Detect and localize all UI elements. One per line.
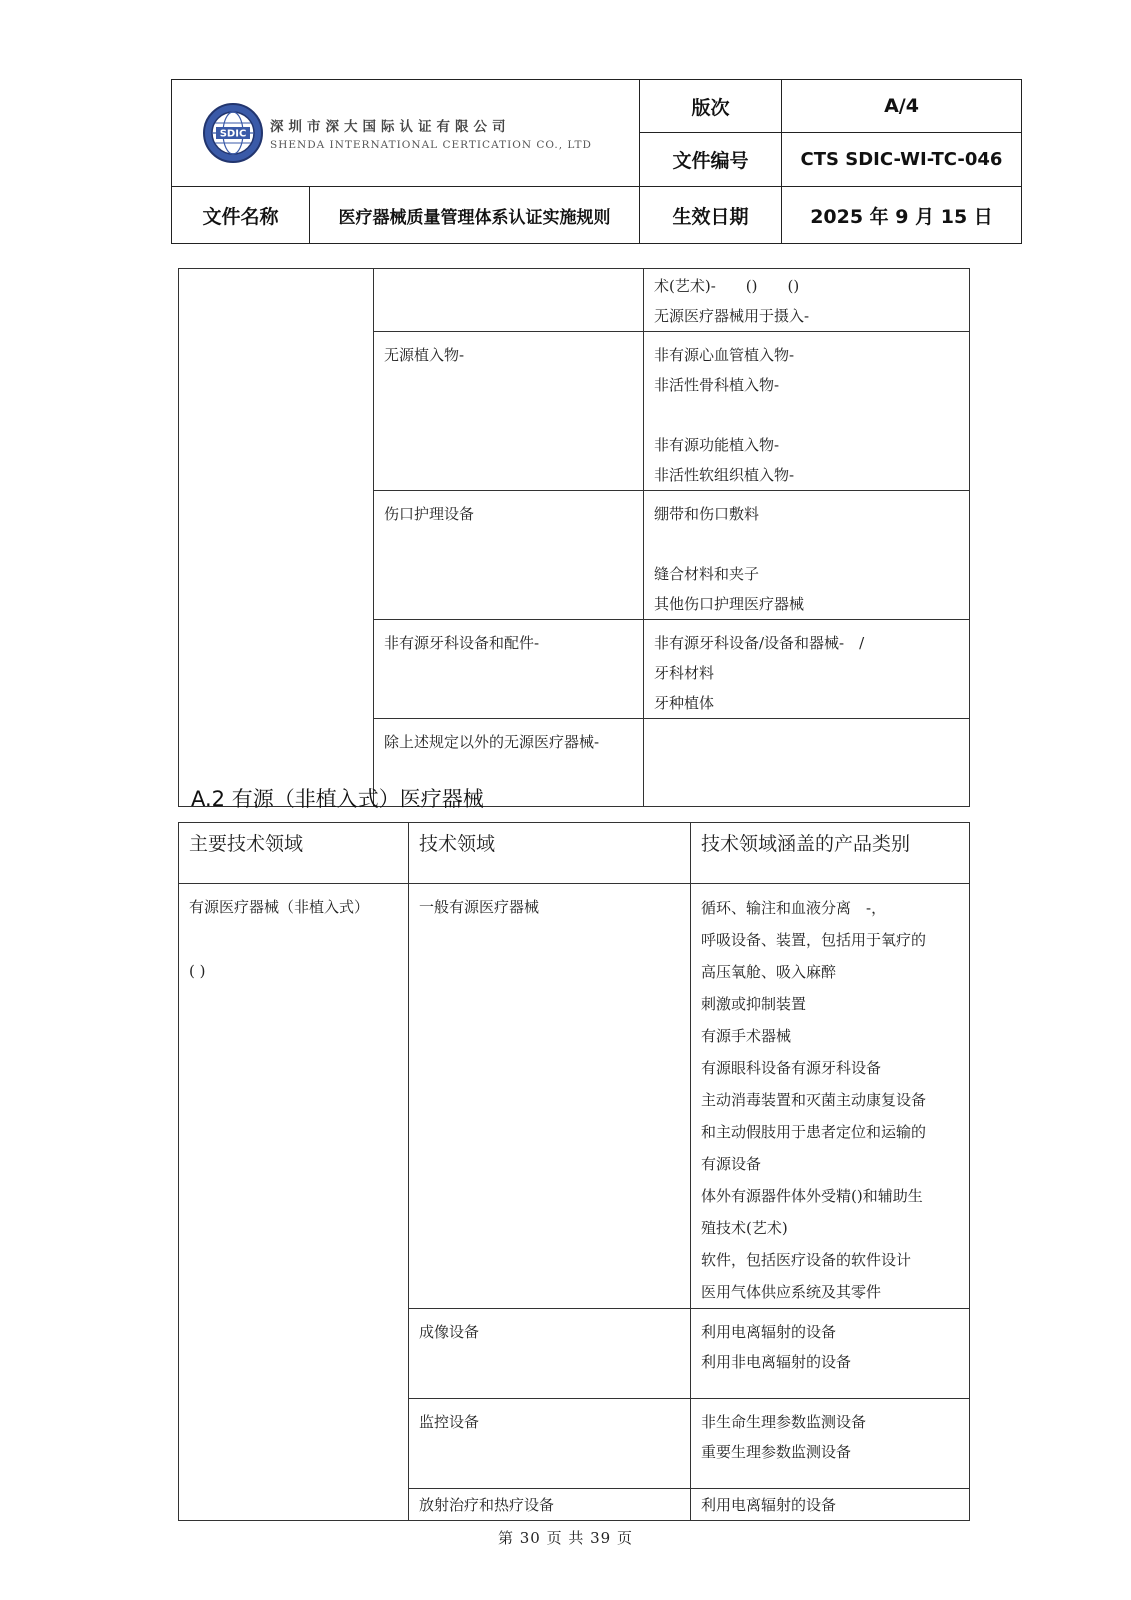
product-item: 有源手术器械	[701, 1027, 792, 1045]
field-cell: 放射治疗和热疗设备	[409, 1489, 691, 1521]
field-cell: 伤口护理设备	[374, 491, 644, 620]
product-item: 牙种植体	[654, 694, 715, 712]
passive-devices-table	[178, 268, 970, 807]
doc-number-label: 文件编号	[640, 133, 782, 187]
main-area-note: ( )	[189, 962, 206, 980]
field-cell	[374, 269, 644, 332]
product-item: 重要生理参数监测设备	[701, 1443, 852, 1461]
product-item: 高压氧舱、吸入麻醉	[701, 963, 837, 981]
product-item: 非有源牙科设备/设备和器械- /	[654, 634, 865, 652]
product-item: 体外有源器件体外受精()和辅助生	[701, 1187, 923, 1205]
product-item: 无源医疗器械用于摄入-	[654, 307, 810, 325]
company-name-en: SHENDA INTERNATIONAL CERTICATION CO., LTD	[270, 139, 592, 151]
column-header: 技术领域涵盖的产品类别	[691, 823, 970, 884]
product-item: 循环、输注和血液分离 -，	[701, 899, 887, 917]
column-header: 技术领域	[409, 823, 691, 884]
section-heading-a2: A.2 有源（非植入式）医疗器械	[191, 787, 484, 811]
product-item: 牙科材料	[654, 664, 715, 682]
svg-text:SDIC: SDIC	[219, 128, 247, 140]
product-item: 绷带和伤口敷料	[654, 505, 760, 523]
products-cell	[691, 1399, 970, 1489]
product-item: 医用气体供应系统及其零件	[701, 1283, 882, 1301]
company-name-cn: 深圳市深大国际认证有限公司	[270, 119, 511, 135]
main-area-label: 有源医疗器械（非植入式）	[189, 898, 370, 916]
product-item: 利用非电离辐射的设备	[701, 1353, 852, 1371]
products-cell	[644, 620, 970, 719]
main-area-cell	[179, 884, 409, 1521]
product-item: 有源设备	[701, 1155, 762, 1173]
product-item: 术(艺术)- () ()	[654, 277, 800, 295]
product-item: 利用电离辐射的设备	[701, 1496, 837, 1514]
products-cell	[644, 491, 970, 620]
product-item: 非活性软组织植入物-	[654, 466, 795, 484]
doc-name-value: 医疗器械质量管理体系认证实施规则	[310, 187, 640, 244]
field-cell: 无源植入物-	[374, 332, 644, 491]
field-cell: 监控设备	[409, 1399, 691, 1489]
main-area-cell	[179, 269, 374, 807]
product-item: 非有源功能植入物-	[654, 436, 780, 454]
product-item: 呼吸设备、装置，包括用于氧疗的	[701, 931, 927, 949]
version-value: A/4	[782, 80, 1022, 133]
product-item: 利用电离辐射的设备	[701, 1323, 837, 1341]
effective-date-label: 生效日期	[640, 187, 782, 244]
company-logo-cell	[172, 80, 640, 187]
product-item: 有源眼科设备有源牙科设备	[701, 1059, 882, 1077]
doc-name-label: 文件名称	[172, 187, 310, 244]
products-cell	[691, 1309, 970, 1399]
product-item: 缝合材料和夹子	[654, 565, 760, 583]
document-header	[171, 79, 1022, 244]
field-cell: 一般有源医疗器械	[409, 884, 691, 1309]
product-item: 主动消毒装置和灭菌主动康复设备	[701, 1091, 927, 1109]
field-cell: 成像设备	[409, 1309, 691, 1399]
products-cell	[644, 269, 970, 332]
page-number: 第 30 页 共 39 页	[497, 1529, 633, 1547]
column-header: 主要技术领域	[179, 823, 409, 884]
effective-date-value: 2025 年 9 月 15 日	[782, 187, 1022, 244]
products-cell	[644, 332, 970, 491]
product-item: 非活性骨科植入物-	[654, 376, 780, 394]
product-item: 其他伤口护理医疗器械	[654, 595, 805, 613]
version-label: 版次	[640, 80, 782, 133]
active-devices-table	[178, 822, 970, 1521]
product-item: 和主动假肢用于患者定位和运输的	[701, 1123, 927, 1141]
products-cell	[691, 884, 970, 1309]
company-logo-icon	[202, 102, 264, 164]
products-cell	[691, 1489, 970, 1521]
product-item: 软件，包括医疗设备的软件设计	[701, 1251, 912, 1269]
doc-number-value: CTS SDIC-WI-TC-046	[782, 133, 1022, 187]
product-item: 殖技术(艺术)	[701, 1219, 788, 1237]
product-item: 非有源心血管植入物-	[654, 346, 795, 364]
product-item: 非生命生理参数监测设备	[701, 1413, 867, 1431]
field-cell: 非有源牙科设备和配件-	[374, 620, 644, 719]
products-cell	[644, 719, 970, 807]
field-cell: 除上述规定以外的无源医疗器械-	[374, 719, 644, 807]
product-item: 刺激或抑制装置	[701, 995, 807, 1013]
